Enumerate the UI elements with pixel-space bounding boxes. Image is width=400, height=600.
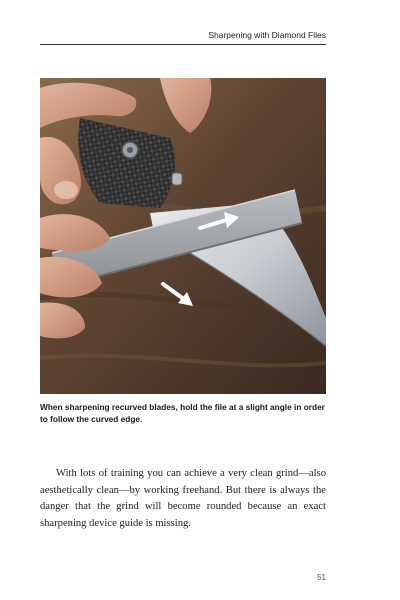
header-rule [40,44,326,45]
photo [40,78,326,394]
page-number: 51 [317,573,326,582]
body-paragraph: With lots of training you can achieve a very clean grind—also aesthetically clean—by working freehand. But there is always the danger that the grind will become rounded because an exact sharpening device guide is missing. [40,468,326,529]
photo-illustration [40,78,326,394]
running-head: Sharpening with Diamond Files [208,30,326,40]
thumb-stud [172,173,182,185]
figure-caption: When sharpening recurved blades, hold the file at a slight angle in order to follow the curved edge. [40,402,325,424]
blade-imprint: MCR [189,200,209,212]
